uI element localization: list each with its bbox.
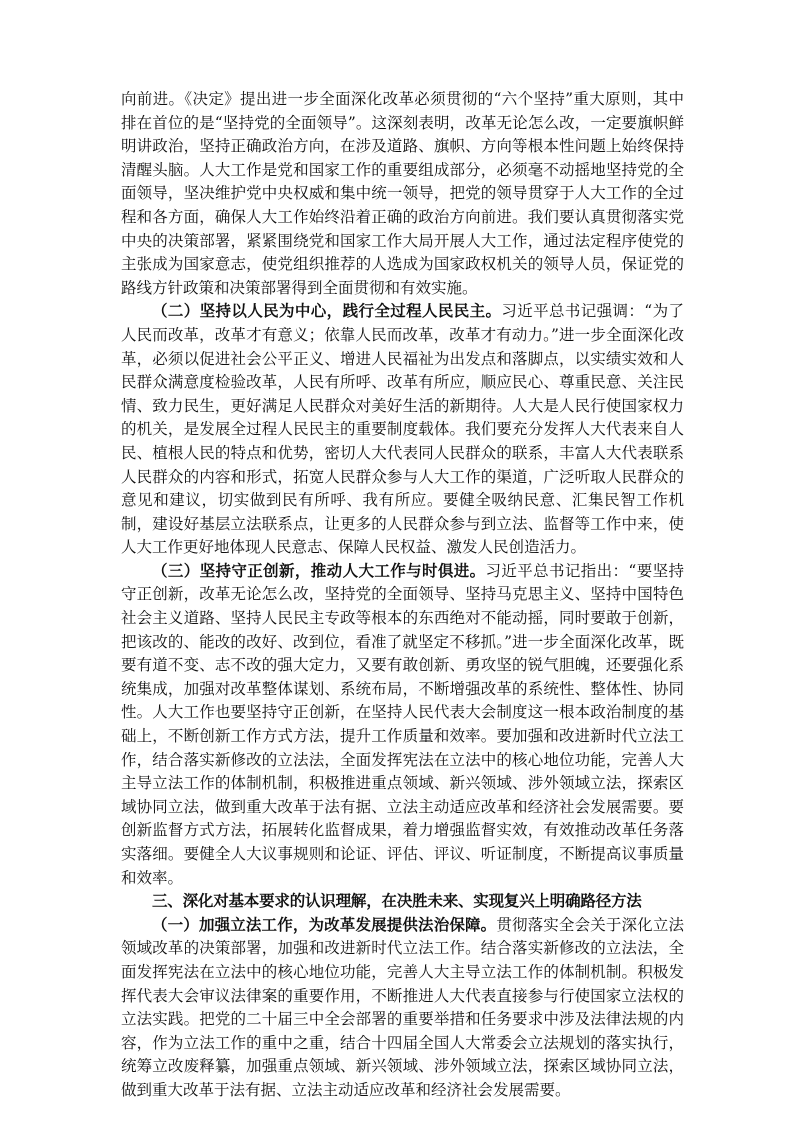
paragraph-4-body: 贯彻落实全会关于深化立法领域改革的决策部署，加强和改进新时代立法工作。结合落实新修改的立法法，全面发挥宪法在立法中的核心地位功能，完善人大主导立法工作的体制机制。积极发挥代表大会审议法律案的重要作用，不断推进人大代表直接参与行使国家立法权的立法实践。把党的二十届三中全会部署的重要举措和任务要求中涉及法律法规的内容，作为立法工作的重中之重，结合十四届全国人大常委会立法规划的落实执行，统筹立改废释纂，加强重点领域、新兴领域、涉外领域立法，探索区域协同立法，做到重大改革于法有据、立法主动适应改革和经济社会发展需要。 xyxy=(121,915,684,1099)
paragraph-4-heading: （一）加强立法工作，为改革发展提供法治保障。 xyxy=(152,915,497,934)
paragraph-3 xyxy=(121,560,684,890)
document-page xyxy=(121,88,684,1103)
paragraph-2 xyxy=(121,300,684,560)
paragraph-2-body: 习近平总书记强调：“为了人民而改革，改革才有意义；依靠人民而改革，改革才有动力。”进一步全面深化改革，必须以促进社会公平正义、增进人民福祉为出发点和落脚点，以实绩实效和人民群众满意度检验改革，人民有所呼、改革有所应，顺应民心、尊重民意、关注民情、致力民生，更好满足人民群众对美好生活的新期待。人大是人民行使国家权力的机关，是发展全过程人民民主的重要制度载体。我们要充分发挥人大代表来自人民、植根人民的特点和优势，密切人大代表同人民群众的联系，丰富人大代表联系人民群众的内容和形式，拓宽人民群众参与人大工作的渠道，广泛听取人民群众的意见和建议，切实做到民有所呼、我有所应。要健全吸纳民意、汇集民智工作机制，建设好基层立法联系点，让更多的人民群众参与到立法、监督等工作中来，使人大工作更好地体现人民意志、保障人民权益、激发人民创造活力。 xyxy=(121,302,684,557)
section-title: 三、深化对基本要求的认识理解，在决胜未来、实现复兴上明确路径方法 xyxy=(152,892,642,911)
paragraph-3-body: 习近平总书记指出：“要坚持守正创新，改革无论怎么改，坚持党的全面领导、坚持马克思主义、坚持中国特色社会主义道路、坚持人民民主专政等根本的东西绝对不能动摇，同时要敢于创新，把该改的、能改的改好、改到位，看准了就坚定不移抓。”进一步全面深化改革，既要有道不变、志不改的强大定力，又要有敢创新、勇攻坚的锐气胆魄，还要强化系统集成，加强对改革整体谋划、系统布局，不断增强改革的系统性、整体性、协同性。人大工作也要坚持守正创新，在坚持人民代表大会制度这一根本政治制度的基础上，不断创新工作方式方法，提升工作质量和效率。要加强和改进新时代立法工作，结合落实新修改的立法法，全面发挥宪法在立法中的核心地位功能，完善人大主导立法工作的体制机制，积极推进重点领域、新兴领域、涉外领域立法，探索区域协同立法，做到重大改革于法有据、立法主动适应改革和经济社会发展需要。要创新监督方式方法，拓展转化监督成果，着力增强监督实效，有效推动改革任务落实落细。要健全人大议事规则和论证、评估、评议、听证制度，不断提高议事质量和效率。 xyxy=(121,561,684,887)
paragraph-3-heading: （三）坚持守正创新，推动人大工作与时俱进。 xyxy=(152,561,486,580)
paragraph-1: 向前进。《决定》提出进一步全面深化改革必须贯彻的“六个坚持”重大原则，其中排在首位的是“坚持党的全面领导”。这深刻表明，改革无论怎么改，一定要旗帜鲜明讲政治，坚持正确政治方向，在涉及道路、旗帜、方向等根本性问题上始终保持清醒头脑。人大工作是党和国家工作的重要组成部分，必须毫不动摇地坚持党的全面领导，坚决维护党中央权威和集中统一领导，把党的领导贯穿于人大工作的全过程和各方面，确保人大工作始终沿着正确的政治方向前进。我们要认真贯彻落实党中央的决策部署，紧紧围绕党和国家工作大局开展人大工作，通过法定程序使党的主张成为国家意志，使党组织推荐的人选成为国家政权机关的领导人员，保证党的路线方针政策和决策部署得到全面贯彻和有效实施。 xyxy=(121,90,684,297)
paragraph-2-heading: （二）坚持以人民为中心，践行全过程人民民主。 xyxy=(152,302,502,321)
paragraph-4 xyxy=(121,914,684,1103)
